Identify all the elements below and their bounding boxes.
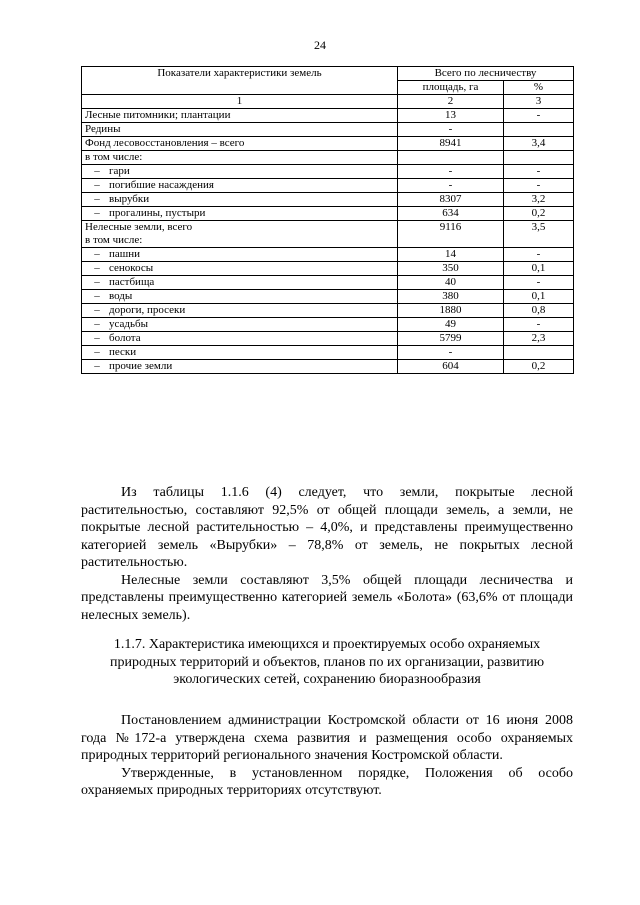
row-percent: - — [504, 276, 574, 290]
row-percent: - — [504, 109, 574, 123]
row-label-text: Нелесные земли, всего — [85, 221, 193, 233]
row-label — [82, 179, 398, 193]
row-label — [82, 262, 398, 276]
header-percent: % — [504, 81, 574, 95]
header-total-group: Всего по лесничеству — [398, 67, 574, 81]
row-label-text: погибшие насаждения — [109, 179, 214, 191]
row-label-text: дороги, просеки — [109, 304, 186, 316]
row-area: 350 — [398, 262, 504, 276]
page-number: 24 — [314, 38, 326, 52]
row-percent: 0,1 — [504, 290, 574, 304]
row-percent — [504, 151, 574, 165]
row-label-text: вырубки — [109, 193, 150, 205]
row-area: 8307 — [398, 193, 504, 207]
row-area: 40 — [398, 276, 504, 290]
row-percent: - — [504, 179, 574, 193]
row-percent — [504, 123, 574, 137]
row-label — [82, 165, 398, 179]
row-label — [82, 276, 398, 290]
header-indicators: Показатели характеристики земель — [82, 67, 398, 95]
row-label — [82, 151, 398, 165]
row-label-text: прогалины, пустыри — [109, 207, 206, 219]
row-label-text: гари — [109, 165, 130, 177]
row-label — [82, 360, 398, 374]
row-label-text: воды — [109, 290, 133, 302]
row-percent: - — [504, 165, 574, 179]
numbering-cell: 3 — [504, 95, 574, 109]
row-percent: 0,2 — [504, 207, 574, 221]
row-percent: 0,8 — [504, 304, 574, 318]
list-dash: – — [94, 290, 100, 302]
row-label-text: пастбища — [109, 276, 155, 288]
row-label-subtext: в том числе: — [85, 234, 143, 246]
row-area: - — [398, 123, 504, 137]
table-row — [82, 332, 574, 346]
row-percent: 3,2 — [504, 193, 574, 207]
table-row — [82, 221, 574, 248]
list-dash: – — [94, 360, 100, 372]
row-label — [82, 346, 398, 360]
row-label — [82, 207, 398, 221]
row-label-text: прочие земли — [109, 360, 173, 372]
table-row — [82, 262, 574, 276]
row-percent: 0,1 — [504, 262, 574, 276]
row-percent: 0,2 — [504, 360, 574, 374]
table-row — [82, 276, 574, 290]
row-label — [82, 290, 398, 304]
row-percent: 3,5 — [504, 221, 574, 248]
paragraph: Постановлением администрации Костромской области от 16 июня 2008 года №172-а утверждена схема развития и размещения особо охраняемых природных территорий регионального значения Костромской области. — [81, 713, 573, 763]
list-dash: – — [94, 332, 100, 344]
row-area — [398, 151, 504, 165]
row-area: - — [398, 165, 504, 179]
row-percent: 3,4 — [504, 137, 574, 151]
row-area: 9116 — [398, 221, 504, 248]
list-dash: – — [94, 179, 100, 191]
row-label-text: болота — [109, 332, 141, 344]
row-percent: 2,3 — [504, 332, 574, 346]
row-area: 8941 — [398, 137, 504, 151]
row-label — [82, 304, 398, 318]
row-label — [82, 221, 398, 248]
analysis-text — [81, 484, 573, 624]
row-label — [82, 248, 398, 262]
row-area: 380 — [398, 290, 504, 304]
row-label-text: усадьбы — [109, 318, 148, 330]
list-dash: – — [94, 207, 100, 219]
list-dash: – — [94, 318, 100, 330]
protected-areas-text — [81, 712, 573, 800]
table-row — [82, 123, 574, 137]
row-label — [82, 109, 398, 123]
paragraph: Утвержденные, в установленном порядке, Положения об особо охраняемых природных территориях отсутствуют. — [81, 765, 573, 798]
row-label-text: Лесные питомники; плантации — [85, 109, 231, 121]
row-area: 1880 — [398, 304, 504, 318]
row-area: 49 — [398, 318, 504, 332]
row-area: - — [398, 346, 504, 360]
table-row — [82, 109, 574, 123]
row-area: 604 — [398, 360, 504, 374]
row-label-text: Фонд лесовосстановления – всего — [85, 137, 245, 149]
table-row — [82, 346, 574, 360]
table-row — [82, 137, 574, 151]
table-numbering-row — [82, 95, 574, 109]
row-label-text: пески — [109, 346, 137, 358]
table-row — [82, 179, 574, 193]
row-label-text: Редины — [85, 123, 121, 135]
row-label-text: сенокосы — [109, 262, 154, 274]
numbering-cell: 1 — [82, 95, 398, 109]
section-heading: 1.1.7. Характеристика имеющихся и проектируемых особо охраняемых природных территорий и объектов, планов по их организации, развитию экологических сетей, сохранению биоразнообразия — [109, 637, 545, 687]
table-row — [82, 193, 574, 207]
table-row — [82, 248, 574, 262]
row-area: - — [398, 179, 504, 193]
header-area: площадь, га — [398, 81, 504, 95]
list-dash: – — [94, 165, 100, 177]
row-area: 634 — [398, 207, 504, 221]
row-area: 13 — [398, 109, 504, 123]
row-label-text: пашни — [109, 248, 141, 260]
list-dash: – — [94, 193, 100, 205]
list-dash: – — [94, 248, 100, 260]
row-label — [82, 193, 398, 207]
table-row — [82, 207, 574, 221]
table-row — [82, 304, 574, 318]
paragraph: Нелесные земли составляют 3,5% общей площади лесничества и представлены преимущественно категорией земель «Болота» (63,6% от площади нелесных земель). — [81, 572, 573, 623]
row-percent — [504, 346, 574, 360]
row-label-text: в том числе: — [85, 151, 143, 163]
list-dash: – — [94, 346, 100, 358]
land-characteristics-table — [81, 66, 574, 374]
numbering-cell: 2 — [398, 95, 504, 109]
list-dash: – — [94, 262, 100, 274]
table-row — [82, 290, 574, 304]
table-row — [82, 165, 574, 179]
list-dash: – — [94, 304, 100, 316]
row-area: 14 — [398, 248, 504, 262]
row-label — [82, 137, 398, 151]
table-row — [82, 360, 574, 374]
row-label — [82, 123, 398, 137]
list-dash: – — [94, 276, 100, 288]
row-percent: - — [504, 248, 574, 262]
row-area: 5799 — [398, 332, 504, 346]
table-header-row — [82, 67, 574, 81]
row-label — [82, 318, 398, 332]
row-label — [82, 332, 398, 346]
row-percent: - — [504, 318, 574, 332]
paragraph: Из таблицы 1.1.6 (4) следует, что земли, покрытые лесной растительностью, составляют 92,5% от общей площади земель, а земли, не покрытые лесной растительностью – 4,0%, и представлены преимущественно категорией земель «Вырубки» – 78,8% от земель, не покрытых лесной растительностью. — [81, 485, 573, 570]
table-row — [82, 318, 574, 332]
table-row — [82, 151, 574, 165]
